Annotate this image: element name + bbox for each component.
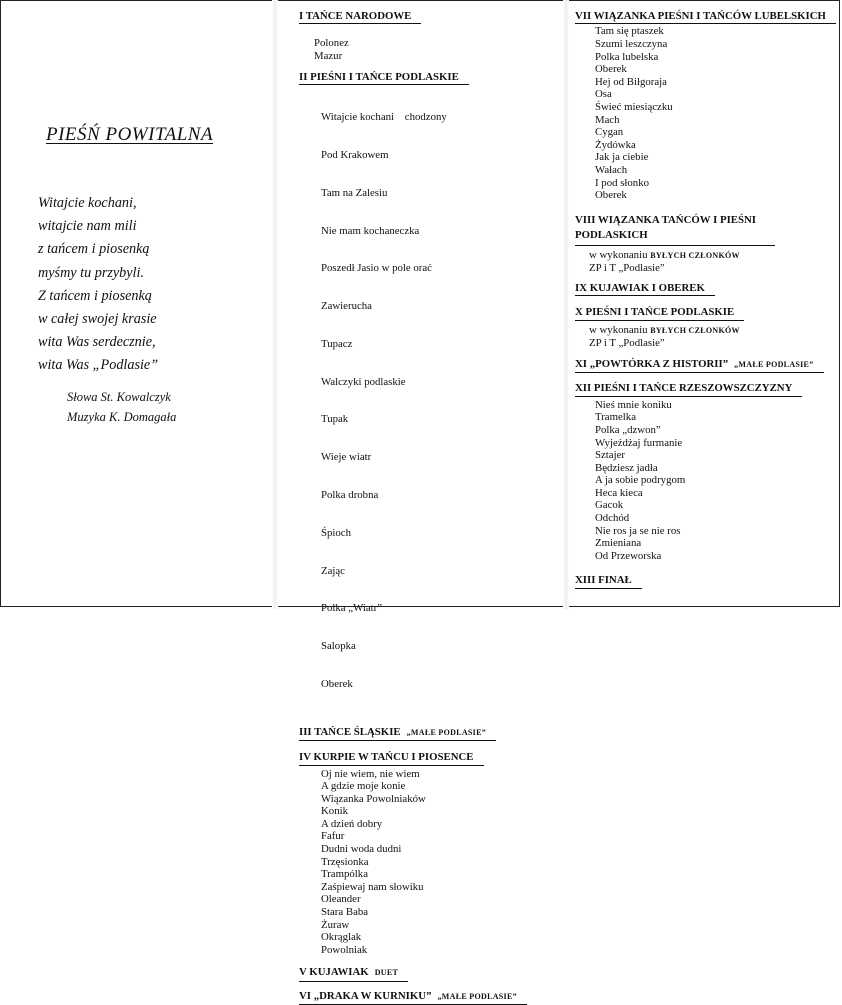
list-item: Tam się ptaszek [595, 25, 664, 38]
performer-name: BYŁYCH CZŁONKÓW [650, 250, 740, 260]
section-title: I TAŃCE NARODOWE [299, 10, 412, 22]
list-item: Witajcie kochani chodzony [321, 111, 447, 124]
section-title: IV KURPIE W TAŃCU I PIOSENCE [299, 751, 474, 764]
section-heading [299, 10, 421, 24]
section-heading [575, 282, 715, 296]
program-section [575, 282, 837, 296]
program-section [299, 71, 561, 716]
program-section [299, 726, 561, 741]
list-item: Hej od Biłgoraja [595, 75, 667, 88]
section-title: III TAŃCE ŚLĄSKIE [299, 725, 401, 738]
section-title: VI „DRAKA W KURNIKU” [299, 989, 432, 1002]
list-item: Tramelka [595, 411, 636, 424]
performer-block [589, 249, 775, 275]
group-name: ZP i T „Podlasie” [589, 262, 665, 275]
list-item: Trzęsionka [321, 855, 369, 868]
poem-line: Witajcie kochani, [38, 195, 137, 211]
program-section [575, 574, 837, 588]
list-item: Oberek [321, 677, 353, 690]
program-section [299, 966, 561, 981]
list-item: Żuraw [321, 918, 350, 931]
music-credit: Muzyka K. Domagała [67, 409, 177, 424]
section-items [321, 768, 561, 957]
section-items [321, 86, 561, 716]
fold-line-left [272, 0, 278, 609]
list-item: Fafur [321, 830, 345, 843]
poem-text [38, 192, 158, 378]
list-item: Sztajer [595, 449, 625, 462]
list-item: Salopka [321, 640, 356, 653]
list-item: Cygan [595, 126, 624, 139]
poem-line: myśmy tu przybyli. [38, 264, 144, 281]
list-item: Zaśpiewaj nam słowiku [321, 880, 424, 893]
list-item: Szumi leszczyna [595, 38, 668, 50]
list-item: Polka drobna [321, 489, 379, 501]
poem-line: Z tańcem i piosenką [38, 287, 152, 304]
list-item: Tam na Zalesiu [321, 186, 388, 199]
list-item: Będziesz jadła [595, 461, 658, 474]
list-item: Gacok [595, 499, 624, 512]
section-title: V KUJAWIAK [299, 966, 369, 979]
list-item: Walczyki podlaskie [321, 375, 406, 388]
performer-line [589, 324, 837, 338]
list-item: Mazur [314, 50, 343, 62]
list-item: Wiązanka Powolniaków [321, 792, 426, 805]
performer-name: BYŁYCH CZŁONKÓW [650, 325, 740, 335]
section-heading [575, 306, 744, 320]
poem-credits [67, 388, 176, 427]
section-items [595, 25, 837, 201]
section-heading [575, 574, 642, 588]
list-item: Poszedł Jasio w pole orać [321, 262, 432, 275]
poem-line: witajcie nam mili [38, 218, 137, 235]
poem-title: PIEŚŃ POWITALNA [46, 124, 214, 145]
section-note: „MAŁE PODLASIE” [406, 727, 487, 737]
list-item: Okrąglak [321, 931, 362, 944]
list-item: Powolniak [321, 943, 368, 956]
program-section [299, 751, 561, 956]
list-item: Polonez [314, 37, 349, 50]
section-heading [299, 990, 527, 1005]
poem-line: w całej swojej krasie [38, 311, 157, 328]
section-heading [575, 213, 775, 246]
section-heading [299, 71, 469, 85]
program-column-middle [299, 10, 561, 1005]
program-section [575, 306, 837, 350]
list-item: Odchód [595, 512, 630, 525]
section-items [595, 399, 837, 563]
section-title: XII PIEŚNI I TAŃCE RZESZOWSZCZYZNY [575, 382, 793, 395]
list-item: Tupacz [321, 337, 353, 350]
section-heading [575, 358, 824, 373]
section-title: II PIEŚNI I TAŃCE PODLASKIE [299, 70, 459, 83]
poem-line: wita Was serdecznie, [38, 334, 156, 351]
list-item: Zawierucha [321, 300, 372, 313]
program-section [299, 10, 561, 63]
list-item: Polka „Wiatr” [321, 602, 383, 615]
section-title: VII WIĄZANKA PIEŚNI I TAŃCÓW LUBELSKICH [575, 10, 826, 22]
list-item: Oberek [595, 63, 627, 76]
list-item: A gdzie moje konie [321, 780, 406, 793]
section-heading [299, 726, 496, 741]
program-section [575, 10, 837, 202]
list-item: Trampólka [321, 868, 368, 881]
list-item: Heca kieca [595, 486, 643, 499]
list-item: Tupak [321, 413, 349, 426]
program-section [575, 213, 775, 275]
list-item: Stara Baba [321, 906, 369, 919]
list-item: Śpioch [321, 526, 351, 539]
lyrics-credit: Słowa St. Kowalczyk [67, 390, 171, 404]
section-heading [299, 751, 484, 765]
poem-line: z tańcem i piosenką [38, 241, 150, 258]
list-item: Zmieniana [595, 537, 642, 550]
poem-line: wita Was „Podlasie” [38, 357, 159, 374]
list-item: Nie ros ja se nie ros [595, 524, 681, 537]
list-item: Konik [321, 805, 348, 818]
list-item: A dzień dobry [321, 817, 383, 830]
list-item: Świeć miesiączku [595, 100, 673, 113]
list-item: Polka „dzwon” [595, 423, 661, 436]
section-title: X PIEŚNI I TAŃCE PODLASKIE [575, 306, 735, 319]
list-item: Oj nie wiem, nie wiem [321, 767, 420, 780]
list-item: Osa [595, 88, 612, 101]
program-column-right [575, 10, 837, 589]
section-heading [299, 966, 408, 981]
section-title: VIII WIĄZANKA TAŃCÓW I PIEŚNI PODLASKICH [575, 213, 756, 242]
list-item: Wyjeżdżaj furmanie [595, 436, 683, 449]
performer-prefix: w wykonaniu [589, 323, 648, 336]
section-note: „MAŁE PODLASIE” [734, 359, 814, 369]
section-title: IX KUJAWIAK I OBEREK [575, 281, 705, 294]
list-item: Oberek [595, 189, 627, 202]
list-item: Pod Krakowem [321, 148, 389, 161]
performer-prefix: w wykonaniu [589, 248, 648, 261]
list-item: I pod słonko [595, 176, 649, 189]
section-heading [575, 382, 802, 396]
program-section [575, 358, 837, 373]
list-item: Wieje wiatr [321, 451, 372, 464]
list-item: Żydówka [595, 138, 636, 151]
section-items [314, 37, 561, 62]
group-name: ZP i T „Podlasie” [589, 337, 665, 350]
section-title: XI „POWTÓRKA Z HISTORII” [575, 357, 729, 370]
section-note: DUET [374, 968, 399, 978]
list-item: A ja sobie podrygom [595, 474, 686, 487]
list-item: Oleander [321, 893, 361, 906]
section-heading [575, 10, 836, 24]
list-item: Od Przeworska [595, 549, 662, 562]
list-item: Dudni woda dudni [321, 843, 402, 856]
program-section [299, 990, 561, 1005]
list-item: Wałach [595, 163, 628, 176]
section-title: XIII FINAŁ [575, 574, 632, 587]
fold-line-right [563, 0, 569, 609]
list-item: Jak ja ciebie [595, 151, 649, 164]
section-note: „MAŁE PODLASIE” [437, 991, 517, 1001]
list-item: Zając [321, 564, 345, 577]
performer-block [589, 324, 837, 350]
list-item: Nieś mnie koniku [595, 398, 672, 411]
list-item: Mach [595, 113, 620, 126]
list-item: Polka lubelska [595, 50, 659, 63]
list-item: Nie mam kochaneczka [321, 224, 420, 237]
program-section [575, 382, 837, 562]
performer-line [589, 249, 775, 263]
